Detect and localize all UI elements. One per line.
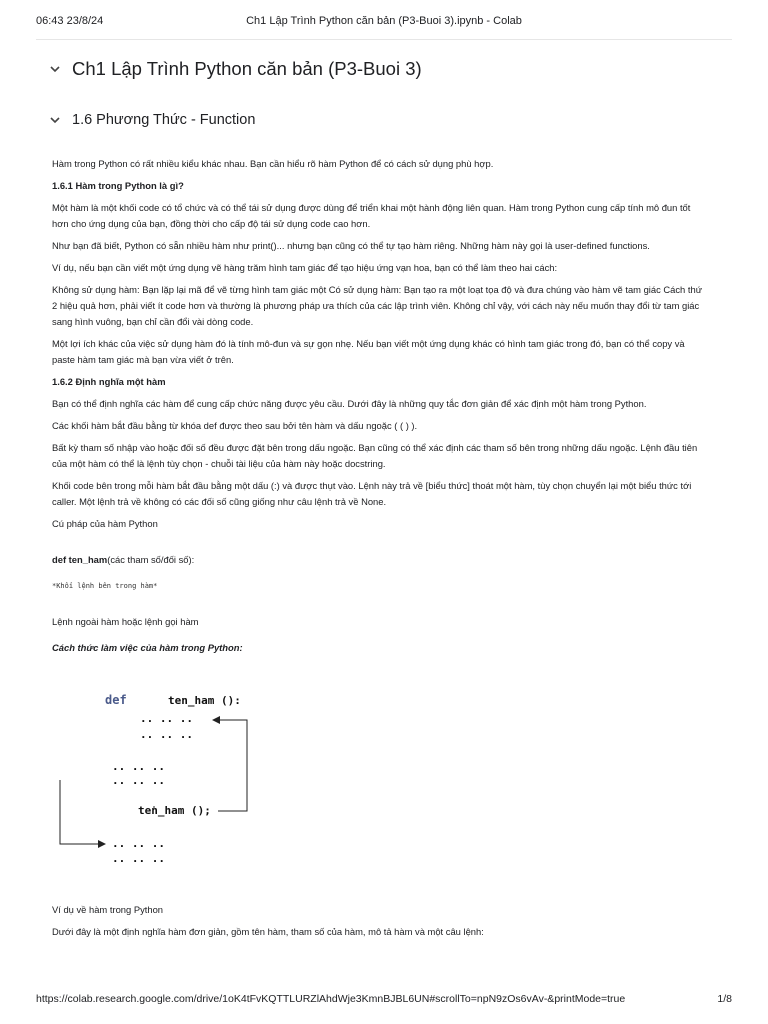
- paragraph: Lệnh ngoài hàm hoặc lệnh gọi hàm: [52, 616, 199, 627]
- paragraph: Hàm trong Python có rất nhiều kiểu khác nhau. Bạn cần hiểu rõ hàm Python để có cách sử dụng phù hợp.: [52, 158, 494, 169]
- diagram-dots: .. .. ..: [140, 728, 193, 741]
- diagram-dots: .. .. ..: [112, 852, 165, 865]
- heading-h1-text: Ch1 Lập Trình Python căn bản (P3-Buoi 3): [72, 58, 422, 79]
- diagram-call: ten_ham ();: [138, 804, 211, 817]
- chevron-down-icon[interactable]: [48, 62, 62, 76]
- print-title: Ch1 Lập Trình Python căn bản (P3-Buoi 3).ipynb - Colab: [246, 15, 522, 27]
- header-divider: [36, 39, 732, 40]
- heading-h2-text: 1.6 Phương Thức - Function: [72, 112, 256, 128]
- page-number: 1/8: [717, 993, 732, 1005]
- section-heading-h1[interactable]: [48, 58, 422, 80]
- def-params-text: (các tham số/đối số):: [107, 554, 195, 565]
- diagram-def-keyword: def: [105, 693, 127, 707]
- diagram-def-name: ten_ham ():: [168, 694, 241, 707]
- subheading: 1.6.2 Định nghĩa một hàm: [52, 376, 166, 387]
- paragraph: Không sử dụng hàm: Bạn lặp lại mã để vẽ từng hình tam giác một Có sử dụng hàm: Bạn tạo ra một loạt tọa độ và đưa chúng vào hàm vẽ tam giác Cách thứ 2 hiệu quả hơn, phải viết ít code hơn và thường là phương pháp ưa thích của các lập trình viên. Không chỉ vậy, với cách này nếu muốn thay đổi từ tam giác sang hình vuông, bạn chỉ cần đổi vài dòng code.: [52, 284, 702, 327]
- diagram-dots: .. .. ..: [140, 712, 193, 725]
- subheading: Cách thức làm việc của hàm trong Python:: [52, 642, 243, 653]
- def-keyword-text: def ten_ham: [52, 554, 108, 565]
- markdown-cell: [52, 156, 702, 662]
- diagram-dots: .. .. ..: [112, 774, 165, 787]
- paragraph: Một hàm là một khối code có tổ chức và có thể tái sử dụng được dùng để triển khai một hành động liên quan. Hàm trong Python cung cấp tính mô đun tốt hơn cho ứng dụng của bạn, đồng thời cho cấp độ tái sử dụng code cao hơn.: [52, 202, 691, 229]
- page-url: https://colab.research.google.com/drive/1oK4tFvKQTTLURZlAhdWje3KmnBJBL6UN#scrollTo=npN9zOs6vAv-&printMode=true: [36, 993, 626, 1005]
- subheading: 1.6.1 Hàm trong Python là gì?: [52, 180, 184, 191]
- subheading: Ví dụ về hàm trong Python: [52, 904, 164, 915]
- paragraph: Một lợi ích khác của việc sử dụng hàm đó là tính mô-đun và sự gọn nhẹ. Nếu bạn viết một ứng dụng khác có hình tam giác trong đó, bạn có thể copy và paste hàm tam giác mà bạn vừa viết ở trên.: [52, 338, 685, 365]
- syntax-line: [52, 552, 702, 568]
- paragraph: Ví dụ, nếu bạn cần viết một ứng dụng vẽ hàng trăm hình tam giác để tạo hiệu ứng vạn hoa, bạn có thể làm theo hai cách:: [52, 262, 558, 273]
- code-snippet: *Khối lệnh bên trong hàm*: [52, 582, 158, 590]
- chevron-down-icon[interactable]: [48, 113, 62, 127]
- diagram-dots: .. .. ..: [112, 837, 165, 850]
- print-timestamp: 06:43 23/8/24: [36, 15, 104, 27]
- paragraph: Bất kỳ tham số nhập vào hoặc đối số đều được đặt bên trong dấu ngoặc. Bạn cũng có thể xác định các tham số bên trong những dấu ngoặc. Lệnh đầu tiên của một hàm có thể là lệnh tùy chọn - chuỗi tài liệu của hàm này hoặc docstring.: [52, 442, 698, 469]
- markdown-cell-example: [52, 902, 702, 946]
- paragraph: Các khối hàm bắt đầu bằng từ khóa def được theo sau bởi tên hàm và dấu ngoặc ( ( ) ).: [52, 420, 418, 431]
- function-flow-diagram: [50, 684, 290, 874]
- paragraph: Bạn có thể định nghĩa các hàm để cung cấp chức năng được yêu cầu. Dưới đây là những quy tắc đơn giản để xác định một hàm trong Python.: [52, 398, 647, 409]
- paragraph: Dưới đây là một định nghĩa hàm đơn giản, gồm tên hàm, tham số của hàm, mô tả hàm và một câu lệnh:: [52, 926, 484, 937]
- paragraph: Khối code bên trong mỗi hàm bắt đầu bằng một dấu (:) và được thụt vào. Lệnh này trả về [biểu thức] thoát một hàm, tùy chọn chuyển lại một biểu thức tới caller. Một lệnh trả về không có các đối số cũng giống như câu lệnh trả về None.: [52, 480, 692, 507]
- call-arrow: [213, 720, 247, 811]
- print-header: [36, 15, 732, 31]
- section-heading-h2[interactable]: [48, 112, 255, 128]
- paragraph: Cú pháp của hàm Python: [52, 518, 158, 529]
- diagram-dots: .. .. ..: [112, 760, 165, 773]
- paragraph: Như bạn đã biết, Python có sẵn nhiều hàm như print()... nhưng bạn cũng có thể tự tạo hàm riêng. Những hàm này gọi là user-defined functions.: [52, 240, 650, 251]
